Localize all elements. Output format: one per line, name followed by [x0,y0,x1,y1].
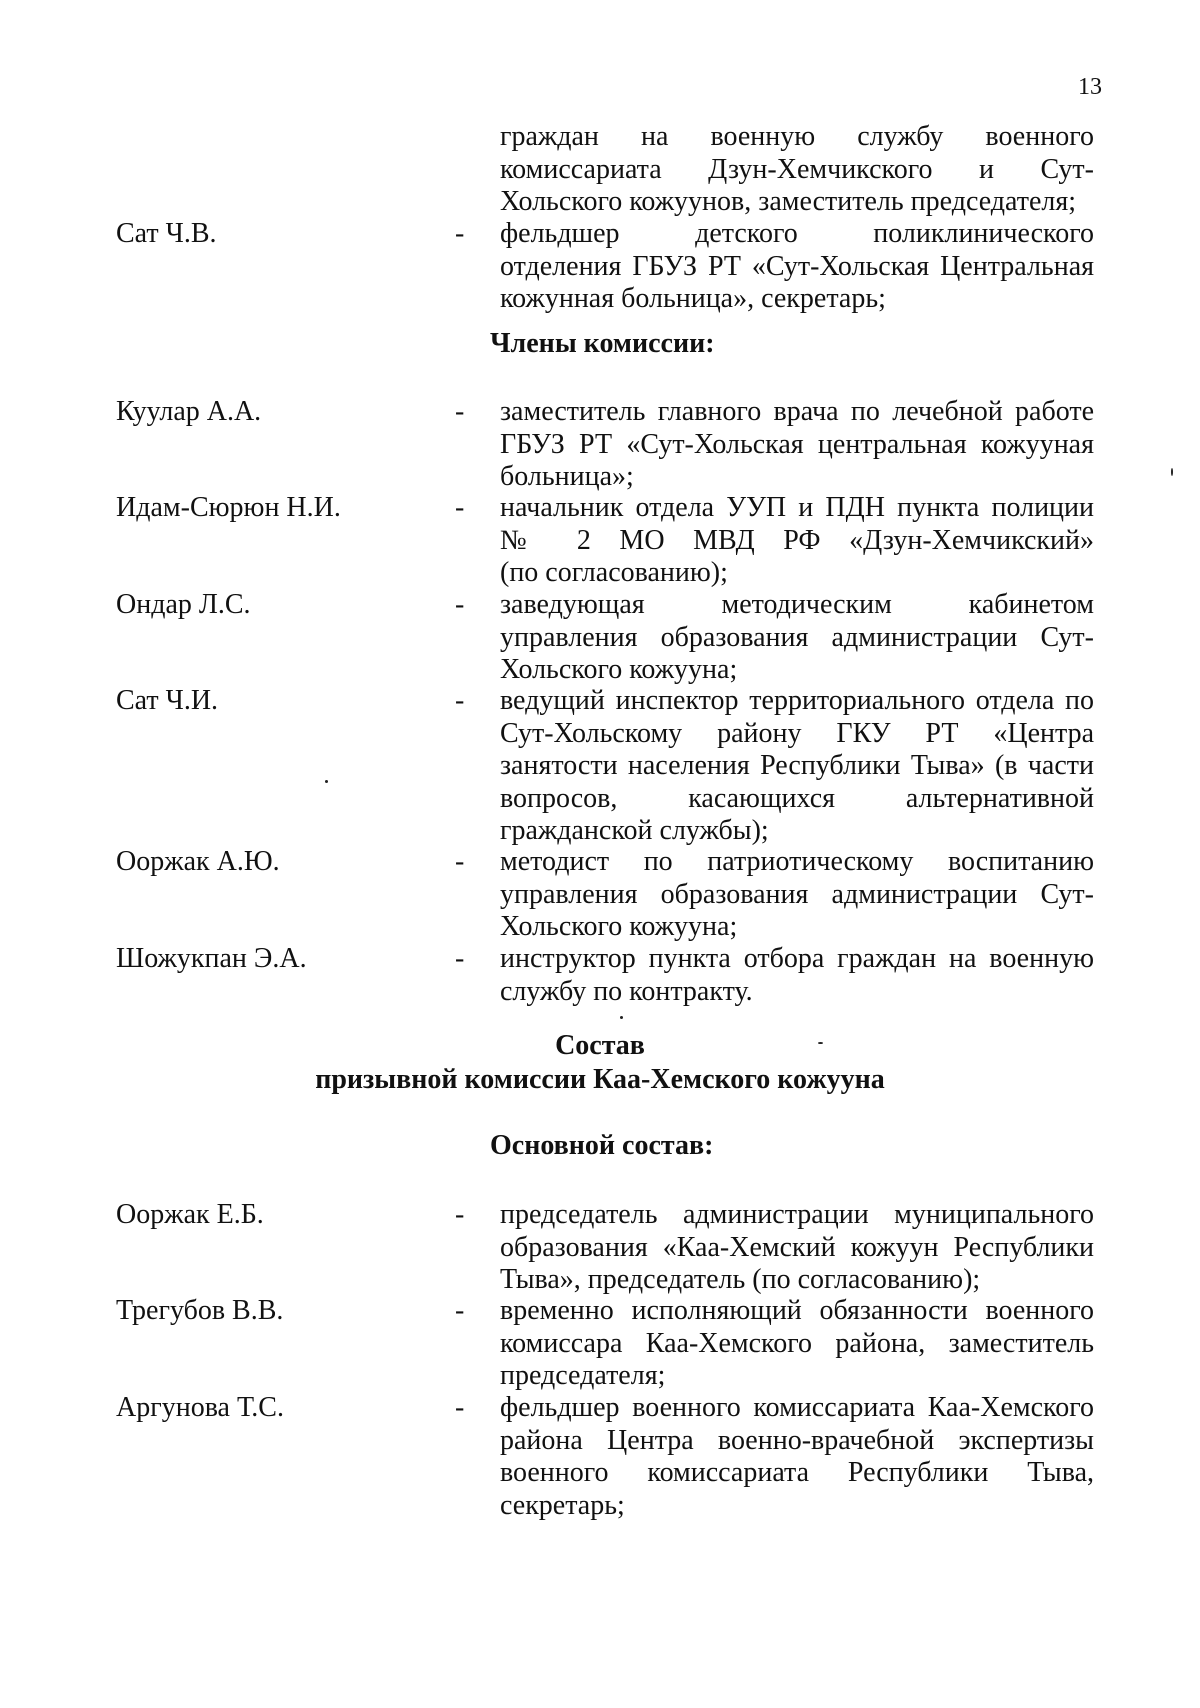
page-number: 13 [1078,74,1102,100]
member-name: Трегубов В.В. [116,1295,284,1326]
scan-speck [818,1042,823,1044]
description-line: граждан на военную службу военного [500,121,1094,152]
description-line: вопросов, касающихся альтернативной [500,782,1094,814]
description-line: начальник отдела УУП и ПДН пункта полиции [500,492,1094,523]
description-line: службу по контракту. [500,975,753,1007]
description-line: ГБУЗ РТ «Сут-Хольская центральная кожууная [500,428,1094,460]
description-line: гражданской службы); [500,815,769,846]
entry-dash: - [455,846,465,877]
description-line: комиссара Каа-Хемского района, заместитель [500,1327,1094,1359]
description-line: заместитель главного врача по лечебной работе [500,396,1094,427]
member-name: Сат Ч.В. [116,218,217,249]
members-heading: Члены комиссии: [490,328,715,359]
section-title-line2: призывной комиссии Каа-Хемского кожууна [315,1064,885,1095]
description-line: комиссариата Дзун-Хемчикского и Сут- [500,153,1094,185]
description-line: кожунная больница», секретарь; [500,283,886,314]
member-name: Сат Ч.И. [116,685,219,716]
entry-dash: - [455,396,465,427]
scan-speck [325,780,328,783]
description-line: занятости населения Республики Тыва» (в части [500,750,1094,781]
member-name: Идам-Сюрюн Н.И. [116,492,341,523]
entry-dash: - [455,943,465,974]
description-line: района Центра военно-врачебной экспертизы [500,1424,1094,1456]
member-name: Ооржак А.Ю. [116,846,280,877]
entry-dash: - [455,1295,465,1326]
main-composition-heading: Основной состав: [490,1130,714,1161]
member-name: Ондар Л.С. [116,589,251,620]
description-line: председателя; [500,1360,666,1391]
entry-dash: - [455,492,465,523]
description-line: заведующая методическим кабинетом [500,589,1094,620]
description-line: военного комиссариата Республики Тыва, [500,1457,1094,1488]
description-line: Хольского кожууна; [500,911,738,942]
description-line: председатель администрации муниципального [500,1199,1094,1230]
member-name: Ооржак Е.Б. [116,1199,264,1230]
description-line: Хольского кожууна; [500,654,738,685]
entry-dash: - [455,1392,465,1423]
description-line: образования «Каа-Хемский кожуун Республики [500,1231,1094,1263]
description-line: фельдшер детского поликлинического [500,218,1094,249]
description-line: инструктор пункта отбора граждан на военную [500,943,1094,974]
description-line: отделения ГБУЗ РТ «Сут-Хольская Центральная [500,250,1094,282]
description-line: управления образования администрации Сут- [500,878,1094,910]
description-line: ведущий инспектор территориального отдела по [500,685,1094,716]
entry-dash: - [455,589,465,620]
entry-dash: - [455,1199,465,1230]
description-line: (по согласованию); [500,557,728,588]
description-line: управления образования администрации Сут- [500,621,1094,653]
description-line: № 2 МО МВД РФ «Дзун-Хемчикский» [500,524,1094,556]
entry-dash: - [455,218,465,249]
description-line: Тыва», председатель (по согласованию); [500,1264,981,1295]
description-line: временно исполняющий обязанности военного [500,1295,1094,1326]
scan-speck [1171,468,1173,476]
scan-speck [620,1016,623,1019]
description-line: Сут-Хольскому району ГКУ РТ «Центра [500,717,1094,749]
description-line: Хольского кожуунов, заместитель председателя; [500,186,1077,217]
member-name: Шожукпан Э.А. [116,943,307,974]
description-line: секретарь; [500,1489,625,1521]
entry-dash: - [455,685,465,716]
description-line: методист по патриотическому воспитанию [500,846,1094,877]
member-name: Куулар А.А. [116,396,262,427]
description-line: больница»; [500,461,634,492]
member-name: Аргунова Т.С. [116,1392,284,1423]
description-line: фельдшер военного комиссариата Каа-Хемского [500,1392,1094,1423]
section-title-line1: Состав [555,1030,645,1061]
